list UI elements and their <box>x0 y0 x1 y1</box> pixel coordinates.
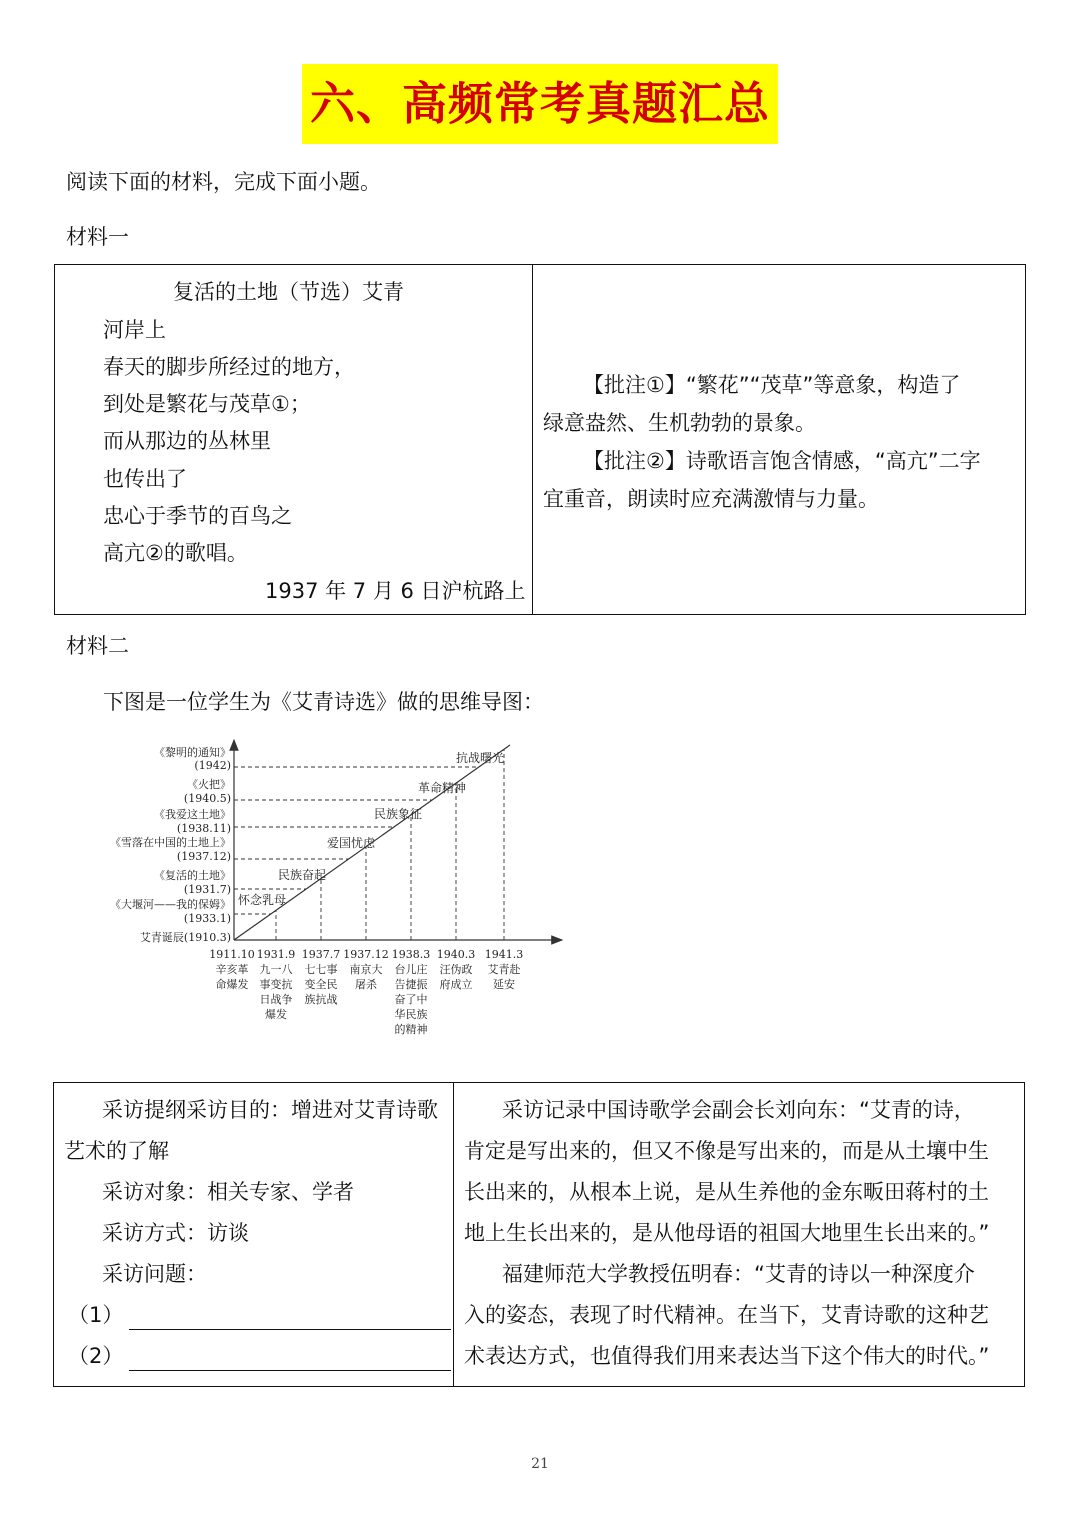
x-axis-event: 延安 <box>493 978 515 991</box>
trend-label: 民族象征 <box>374 807 423 821</box>
poem-heading: 复活的土地（节选）艾青 <box>173 280 404 304</box>
poem-line: 春天的脚步所经过的地方， <box>103 355 355 379</box>
poem-line: 河岸上 <box>103 318 166 342</box>
note-line: 【批注①】“繁花”“茂草”等意象，构造了 <box>583 373 961 397</box>
y-axis-label: (1942) <box>194 759 231 772</box>
note-line: 【批注②】诗歌语言饱含情感，“高亢”二字 <box>583 449 981 473</box>
page-title: 六、高频常考真题汇总 <box>302 64 778 144</box>
x-axis-event: 变全民 <box>304 978 338 991</box>
record-line: 入的姿态，表现了时代精神。在当下，艾青诗歌的这种艺 <box>464 1303 989 1327</box>
x-axis-event: 九一八 <box>259 963 293 976</box>
x-axis-event: 府成立 <box>439 978 473 991</box>
y-axis-label: 《复活的土地》 <box>154 869 231 882</box>
x-axis-event: 爆发 <box>265 1008 287 1021</box>
question-1 <box>68 1300 451 1330</box>
poem-date: 1937 年 7 月 6 日沪杭路上 <box>265 579 526 603</box>
record-line: 福建师范大学教授伍明春：“艾青的诗以一种深度介 <box>502 1262 975 1286</box>
y-axis-label: 《火把》 <box>187 778 231 791</box>
x-axis-event: 华民族 <box>394 1008 428 1021</box>
x-axis-event: 的精神 <box>394 1023 428 1036</box>
y-axis-label: 《黎明的通知》 <box>154 746 231 759</box>
x-axis-date: 1937.7 <box>301 948 341 961</box>
y-axis-label: (1931.7) <box>183 883 231 896</box>
y-axis-label: 《大堰河——我的保姆》 <box>110 898 231 911</box>
y-axis-label: (1933.1) <box>183 912 231 925</box>
x-axis-event: 汪伪政 <box>439 963 473 976</box>
y-axis-label: 艾青诞辰(1910.3) <box>139 931 231 944</box>
outline-questions: 采访问题： <box>102 1262 207 1286</box>
poem-line: 到处是繁花与茂草①； <box>103 392 311 416</box>
y-axis-label: (1937.12) <box>176 850 231 863</box>
x-axis-event: 七七事 <box>304 963 338 976</box>
material1-label: 材料一 <box>66 225 129 249</box>
poem-line: 忠心于季节的百鸟之 <box>103 504 292 528</box>
x-axis-date: 1911.10 <box>209 948 255 961</box>
page-number: 21 <box>531 1456 549 1472</box>
x-axis-event: 屠杀 <box>355 978 377 991</box>
record-line: 地上生长出来的，是从他母语的祖国大地里生长出来的。” <box>464 1221 990 1245</box>
trend-label: 怀念乳母 <box>238 893 287 907</box>
outline-purpose: 采访提纲采访目的：增进对艾青诗歌 <box>102 1098 438 1122</box>
question-1-label: （1） <box>68 1303 124 1327</box>
trend-label: 民族奋起 <box>278 868 327 882</box>
x-axis-date: 1937.12 <box>343 948 389 961</box>
trend-label: 革命精神 <box>418 781 467 795</box>
material1-table <box>54 264 1026 615</box>
x-axis-date: 1931.9 <box>256 948 296 961</box>
material2-intro: 下图是一位学生为《艾青诗选》做的思维导图： <box>103 690 544 714</box>
x-axis-event: 事变抗 <box>259 978 293 991</box>
question-2 <box>68 1341 451 1371</box>
record-line: 长出来的，从根本上说，是从生养他的金东畈田蒋村的土 <box>464 1180 989 1204</box>
outline-purpose-cont: 艺术的了解 <box>64 1139 169 1163</box>
x-axis-date: 1938.3 <box>391 948 431 961</box>
x-axis-event: 命爆发 <box>215 978 249 991</box>
table-divider <box>532 265 533 614</box>
note-line: 宜重音，朗读时应充满激情与力量。 <box>543 487 879 511</box>
interview-table <box>53 1082 1025 1387</box>
x-axis-date: 1940.3 <box>436 948 476 961</box>
poem-line: 高亢②的歌唱。 <box>103 541 248 565</box>
y-axis-label: (1938.11) <box>176 822 231 835</box>
title-wrap <box>0 64 1080 144</box>
x-axis-event: 奋了中 <box>394 993 428 1006</box>
x-axis-event: 日战争 <box>259 993 293 1006</box>
note-line: 绿意盎然、生机勃勃的景象。 <box>543 411 816 435</box>
answer-blank-1[interactable] <box>129 1303 451 1330</box>
mind-map-chart <box>0 736 1080 1046</box>
poem-line: 而从那边的丛林里 <box>103 429 271 453</box>
y-axis-label: (1940.5) <box>183 792 231 805</box>
trend-label: 抗战曙光 <box>456 751 505 765</box>
question-2-label: （2） <box>68 1344 124 1368</box>
trend-label: 爱国忧虑 <box>327 836 376 850</box>
table-divider <box>453 1083 454 1386</box>
record-line: 采访记录中国诗歌学会副会长刘向东：“艾青的诗， <box>502 1098 975 1122</box>
outline-method: 采访方式：访谈 <box>102 1221 249 1245</box>
y-axis-label: 《雪落在中国的土地上》 <box>110 836 231 849</box>
record-line: 肯定是写出来的，但又不像是写出来的，而是从土壤中生 <box>464 1139 989 1163</box>
instruction: 阅读下面的材料，完成下面小题。 <box>66 170 381 194</box>
x-axis-event: 南京大 <box>349 963 383 976</box>
outline-target: 采访对象：相关专家、学者 <box>102 1180 354 1204</box>
y-axis-label: 《我爱这土地》 <box>154 808 231 821</box>
x-axis-event: 告捷振 <box>394 978 428 991</box>
answer-blank-2[interactable] <box>129 1344 451 1371</box>
x-axis-event: 辛亥革 <box>215 963 249 976</box>
x-axis-event: 族抗战 <box>304 993 338 1006</box>
x-axis-event: 台儿庄 <box>394 963 428 976</box>
x-axis-event: 艾青赴 <box>487 963 521 976</box>
x-axis-date: 1941.3 <box>484 948 524 961</box>
record-line: 术表达方式，也值得我们用来表达当下这个伟大的时代。” <box>464 1344 990 1368</box>
poem-line: 也传出了 <box>103 467 187 491</box>
material2-label: 材料二 <box>66 634 129 658</box>
